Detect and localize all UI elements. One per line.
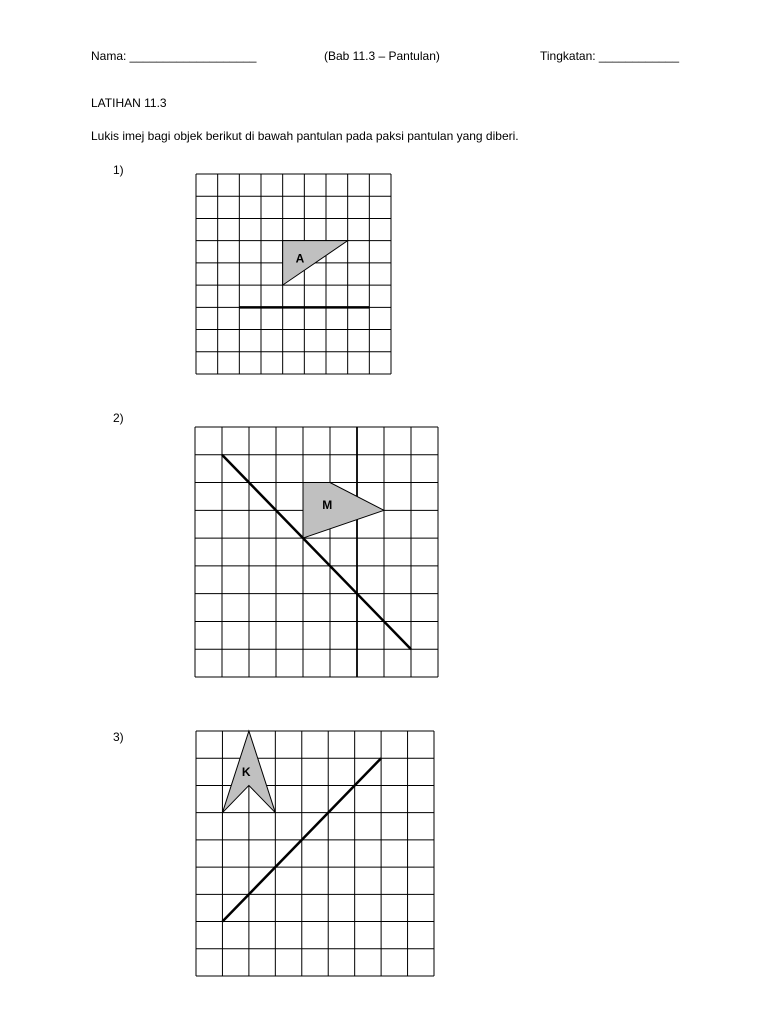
object-label-a: A xyxy=(295,251,305,266)
object-label-m: M xyxy=(322,497,333,512)
object-label-k: K xyxy=(241,764,251,779)
question-number-1: 1) xyxy=(113,163,124,177)
object-m xyxy=(303,483,384,539)
question-number-3: 3) xyxy=(113,730,124,744)
chapter-title: (Bab 11.3 – Pantulan) xyxy=(324,49,440,63)
exercise-title: LATIHAN 11.3 xyxy=(91,96,167,110)
form-field-label: Tingkatan: ____________ xyxy=(540,49,680,63)
question-number-2: 2) xyxy=(113,411,124,425)
instruction-text: Lukis imej bagi objek berikut di bawah pantulan pada paksi pantulan yang diberi. xyxy=(91,129,519,143)
name-field-label: Nama: ___________________ xyxy=(91,49,257,63)
